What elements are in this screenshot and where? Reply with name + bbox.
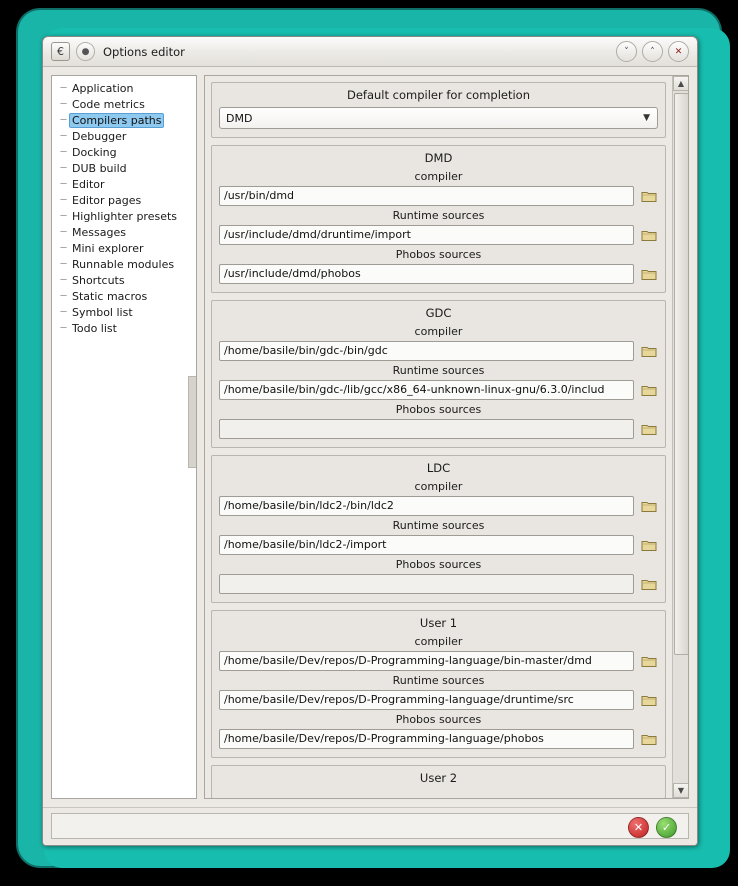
user2-group-title: User 2: [419, 771, 458, 785]
gdc-phobos-row: [219, 419, 658, 439]
sidebar-item-debugger[interactable]: [56, 128, 194, 144]
sidebar-item-label: Docking: [72, 145, 117, 159]
gdc-phobos-input[interactable]: [219, 419, 634, 439]
tree-bullet-icon: ─: [60, 194, 67, 206]
folder-icon[interactable]: [640, 381, 658, 399]
gdc-compiler-input[interactable]: /home/basile/bin/gdc-/bin/gdc: [219, 341, 634, 361]
window-title: Options editor: [103, 44, 185, 59]
folder-icon[interactable]: [640, 691, 658, 709]
sidebar-item-label: Code metrics: [72, 97, 145, 111]
user1-phobos-row: [219, 729, 658, 749]
dmd-group: [211, 145, 666, 293]
ldc-runtime-row: [219, 535, 658, 555]
ldc-runtime-input[interactable]: /home/basile/bin/ldc2-/import: [219, 535, 634, 555]
ldc-group: [211, 455, 666, 603]
tree-bullet-icon: ─: [60, 114, 67, 126]
user2-group: [211, 765, 666, 798]
folder-icon[interactable]: [640, 536, 658, 554]
minimize-button[interactable]: ˅: [616, 41, 637, 62]
tree-bullet-icon: ─: [60, 290, 67, 302]
ldc-group-title: LDC: [426, 461, 451, 475]
window-controls: [616, 41, 689, 62]
user1-phobos-label: Phobos sources: [395, 713, 482, 726]
sidebar-item-symbol-list[interactable]: [56, 304, 194, 320]
sidebar-item-code-metrics[interactable]: [56, 96, 194, 112]
sidebar-item-runnable-modules[interactable]: [56, 256, 194, 272]
dmd-phobos-label: Phobos sources: [395, 248, 482, 261]
cancel-button[interactable]: ✕: [628, 817, 649, 838]
sidebar-item-label: Todo list: [72, 321, 117, 335]
user1-runtime-row: [219, 690, 658, 710]
gdc-compiler-label: compiler: [414, 325, 463, 338]
ldc-phobos-input[interactable]: [219, 574, 634, 594]
tree-bullet-icon: ─: [60, 226, 67, 238]
tree-bullet-icon: ─: [60, 98, 67, 110]
dmd-compiler-row: [219, 186, 658, 206]
ldc-compiler-row: [219, 496, 658, 516]
sidebar-item-mini-explorer[interactable]: [56, 240, 194, 256]
default-compiler-group: [211, 82, 666, 138]
sidebar-item-compilers-paths[interactable]: [56, 112, 194, 128]
folder-icon[interactable]: [640, 652, 658, 670]
tree-bullet-icon: ─: [60, 146, 67, 158]
user1-runtime-label: Runtime sources: [392, 674, 485, 687]
sidebar-item-label: Compilers paths: [69, 113, 164, 128]
folder-icon[interactable]: [640, 226, 658, 244]
folder-icon[interactable]: [640, 730, 658, 748]
dmd-compiler-label: compiler: [414, 170, 463, 183]
sidebar-item-label: DUB build: [72, 161, 127, 175]
ldc-compiler-input[interactable]: /home/basile/bin/ldc2-/bin/ldc2: [219, 496, 634, 516]
tree-bullet-icon: ─: [60, 306, 67, 318]
sidebar-item-application[interactable]: [56, 80, 194, 96]
folder-icon[interactable]: [640, 187, 658, 205]
gdc-phobos-label: Phobos sources: [395, 403, 482, 416]
sidebar-item-label: Application: [72, 81, 134, 95]
sidebar-item-highlighter-presets[interactable]: [56, 208, 194, 224]
window-body: [43, 67, 697, 807]
sidebar-item-label: Shortcuts: [72, 273, 125, 287]
tree-bullet-icon: ─: [60, 162, 67, 174]
chevron-down-icon: ▼: [643, 113, 650, 123]
window-menu-icon[interactable]: ●: [76, 42, 95, 61]
user1-compiler-input[interactable]: /home/basile/Dev/repos/D-Programming-language/bin-master/dmd: [219, 651, 634, 671]
default-compiler-title: Default compiler for completion: [346, 88, 530, 102]
dmd-compiler-input[interactable]: /usr/bin/dmd: [219, 186, 634, 206]
ldc-runtime-label: Runtime sources: [392, 519, 485, 532]
options-scroll-content: [205, 76, 672, 798]
sidebar-item-label: Static macros: [72, 289, 148, 303]
folder-icon[interactable]: [640, 497, 658, 515]
tree-bullet-icon: ─: [60, 178, 67, 190]
gdc-group: [211, 300, 666, 448]
sidebar-item-label: Editor: [72, 177, 105, 191]
sidebar-item-editor-pages[interactable]: [56, 192, 194, 208]
dmd-phobos-row: [219, 264, 658, 284]
close-button[interactable]: ✕: [668, 41, 689, 62]
user1-group: [211, 610, 666, 758]
tree-bullet-icon: ─: [60, 130, 67, 142]
scroll-down-button[interactable]: ▼: [673, 783, 689, 798]
accept-button[interactable]: ✓: [656, 817, 677, 838]
gdc-runtime-label: Runtime sources: [392, 364, 485, 377]
tree-bullet-icon: ─: [60, 258, 67, 270]
window-titlebar: [43, 37, 697, 67]
gdc-runtime-input[interactable]: /home/basile/bin/gdc-/lib/gcc/x86_64-unknown-linux-gnu/6.3.0/includ: [219, 380, 634, 400]
folder-icon[interactable]: [640, 420, 658, 438]
tree-bullet-icon: ─: [60, 242, 67, 254]
dmd-runtime-label: Runtime sources: [392, 209, 485, 222]
ldc-phobos-row: [219, 574, 658, 594]
sidebar-item-label: Editor pages: [72, 193, 142, 207]
tree-scrollbar[interactable]: [188, 76, 196, 798]
sidebar-item-static-macros[interactable]: [56, 288, 194, 304]
tree-bullet-icon: ─: [60, 82, 67, 94]
tree-bullet-icon: ─: [60, 210, 67, 222]
category-tree[interactable]: [51, 75, 197, 799]
folder-icon[interactable]: [640, 575, 658, 593]
user1-group-title: User 1: [419, 616, 458, 630]
tree-scrollbar-thumb[interactable]: [188, 376, 197, 468]
status-bar: [51, 813, 689, 839]
default-compiler-value: DMD: [226, 111, 253, 125]
sidebar-item-label: Debugger: [72, 129, 127, 143]
maximize-button[interactable]: ˄: [642, 41, 663, 62]
dmd-group-title: DMD: [424, 151, 453, 165]
options-scrollbar-thumb[interactable]: [674, 93, 689, 655]
sidebar-item-label: Highlighter presets: [72, 209, 178, 223]
dmd-phobos-input[interactable]: /usr/include/dmd/phobos: [219, 264, 634, 284]
sidebar-item-shortcuts[interactable]: [56, 272, 194, 288]
ldc-phobos-label: Phobos sources: [395, 558, 482, 571]
gdc-group-title: GDC: [425, 306, 452, 320]
user1-phobos-input[interactable]: /home/basile/Dev/repos/D-Programming-language/phobos: [219, 729, 634, 749]
ldc-compiler-label: compiler: [414, 480, 463, 493]
sidebar-item-label: Messages: [72, 225, 126, 239]
window-footer: [43, 807, 697, 845]
user1-compiler-row: [219, 651, 658, 671]
sidebar-item-label: Mini explorer: [72, 241, 144, 255]
user1-runtime-input[interactable]: /home/basile/Dev/repos/D-Programming-language/druntime/src: [219, 690, 634, 710]
sidebar-item-messages[interactable]: [56, 224, 194, 240]
dmd-runtime-input[interactable]: /usr/include/dmd/druntime/import: [219, 225, 634, 245]
default-compiler-select[interactable]: [219, 107, 658, 129]
app-icon: €: [51, 42, 70, 61]
tree-bullet-icon: ─: [60, 322, 67, 334]
sidebar-item-editor[interactable]: [56, 176, 194, 192]
sidebar-item-docking[interactable]: [56, 144, 194, 160]
gdc-compiler-row: [219, 341, 658, 361]
sidebar-item-todo-list[interactable]: [56, 320, 194, 336]
options-scrollbar[interactable]: [672, 76, 688, 798]
folder-icon[interactable]: [640, 342, 658, 360]
user1-compiler-label: compiler: [414, 635, 463, 648]
dmd-runtime-row: [219, 225, 658, 245]
sidebar-item-label: Runnable modules: [72, 257, 175, 271]
tree-bullet-icon: ─: [60, 274, 67, 286]
options-editor-window: [42, 36, 698, 846]
scroll-up-button[interactable]: ▲: [673, 76, 689, 91]
sidebar-item-label: Symbol list: [72, 305, 133, 319]
gdc-runtime-row: [219, 380, 658, 400]
folder-icon[interactable]: [640, 265, 658, 283]
options-panel: [204, 75, 689, 799]
sidebar-item-dub-build[interactable]: [56, 160, 194, 176]
